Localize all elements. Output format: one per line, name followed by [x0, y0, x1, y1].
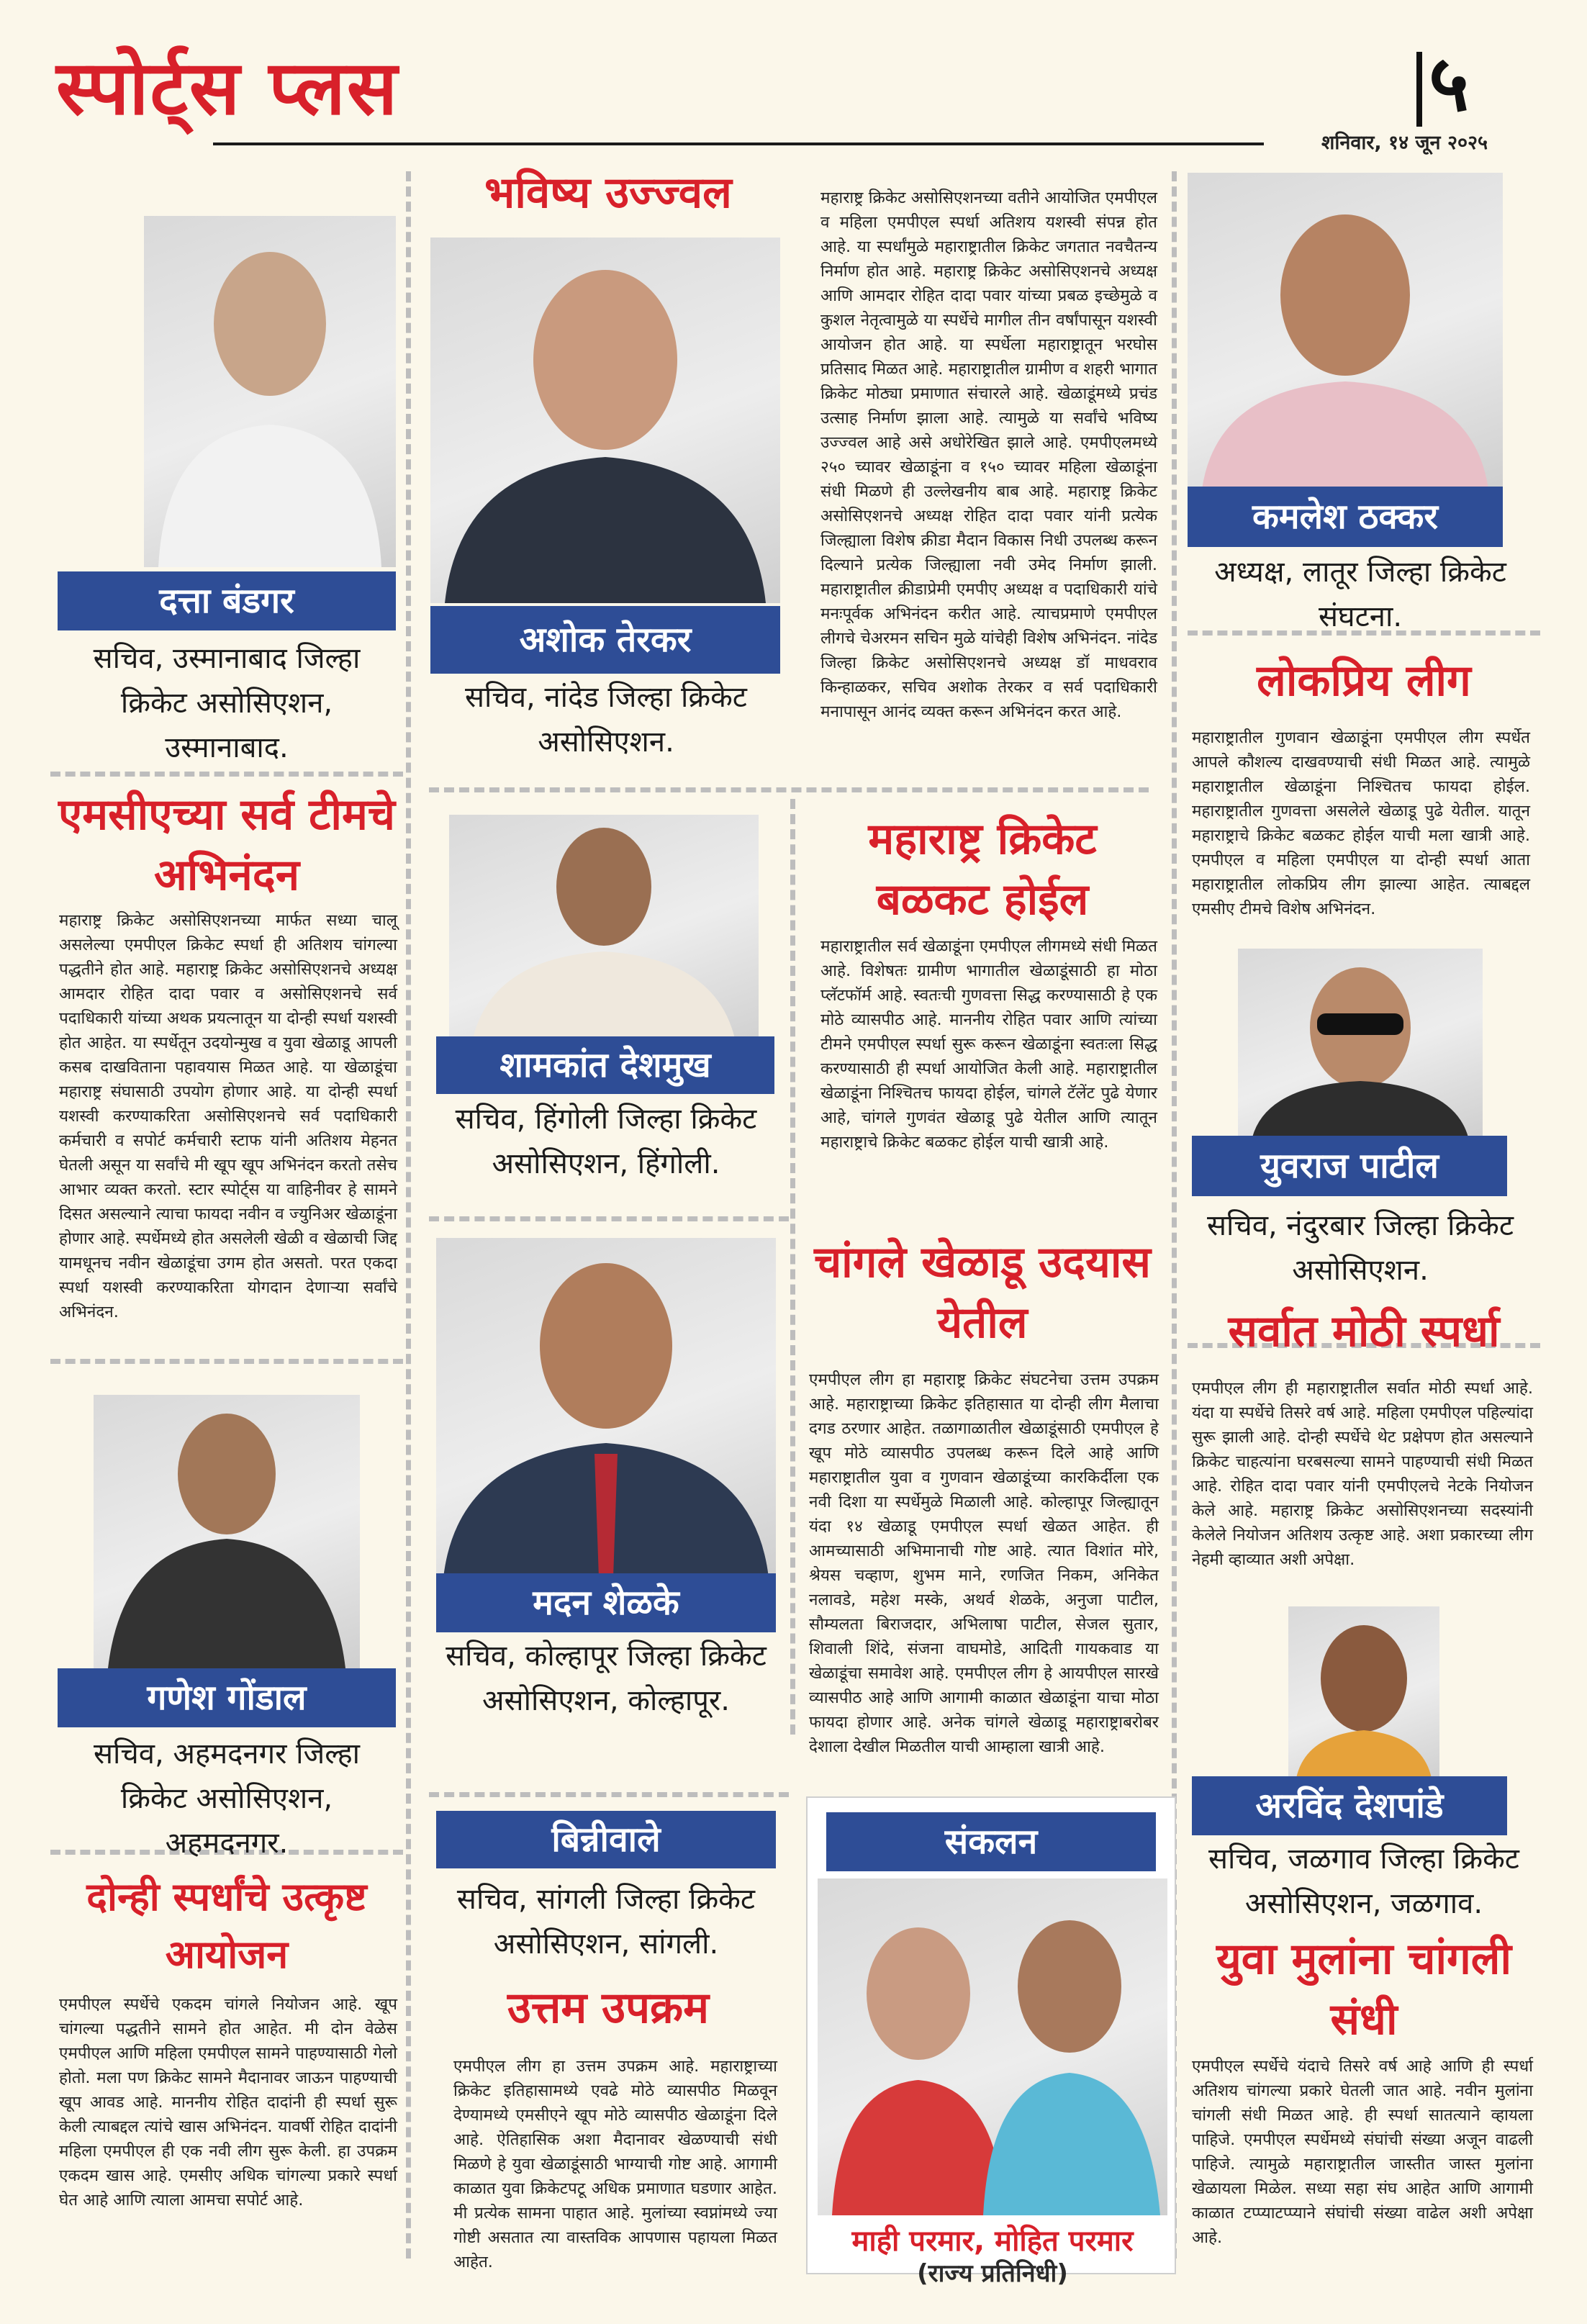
- two-persons-icon: [818, 1878, 1167, 2215]
- role-ganesh: सचिव, अहमदनगर जिल्हा क्रिकेट असोसिएशन, अहमदनगर.: [93, 1737, 361, 1860]
- name-plate-arvind: अरविंद देशपांडे: [1192, 1776, 1507, 1835]
- person-silhouette-icon: [144, 216, 396, 567]
- masthead-rule: [213, 143, 1264, 145]
- heading-yuva: युवा मुलांना चांगली संधी: [1216, 1934, 1512, 2045]
- row-divider-left-2: [50, 1359, 403, 1364]
- name-plate-binniwale: बिन्नीवाले: [436, 1811, 776, 1868]
- name-plate-ashok: अशोक तेरकर: [430, 606, 780, 674]
- portrait-madan-shelke: [436, 1238, 776, 1578]
- portrait-yuvraj-patil: [1238, 949, 1483, 1137]
- heading-mca: एमसीएच्या सर्व टीमचे अभिनंदन: [58, 790, 395, 900]
- portrait-kamlesh-thakkar: [1188, 173, 1503, 489]
- article-bhavishya: महाराष्ट्र क्रिकेट असोसिएशनच्या वतीने आयोजित एमपीएल व महिला एमपीएल स्पर्धा अतिशय यशस्वी संपन्न होत आहे. या स्पर्धांमुळे महाराष्ट्रातील क्रिकेट जगतात नवचैतन्य निर्माण होत आहे. महाराष्ट्र क्रिकेट असोसिएशनचे अध्यक्ष आणि आमदार रोहित दादा पवार यांच्या प्रबळ इच्छेमुळे व कुशल नेतृत्वामुळे या स्पर्धेचे मागील तीन वर्षांपासून यशस्वी आयोजन होत आहे. या स्पर्धेला महाराष्ट्रातून भरघोस प्रतिसाद मिळत आहे. महाराष्ट्रातील ग्रामीण व शहरी भागात क्रिकेट मोठ्या प्रमाणात संचारले आहे. खेळाडूंमध्ये प्रचंड उत्साह निर्माण झाला आहे. त्यामुळे या सर्वांचे भविष्य उज्ज्वल आहे असे अधोरेखित झाले आहे. एमपीएलमध्ये २५० च्यावर खेळाडूंना व १५० च्यावर महिला खेळाडूंना संधी मिळणे ही उल्लेखनीय बाब आहे. महाराष्ट्र क्रिकेट असोसिएशनचे अध्यक्ष रोहित दादा पवार यांनी प्रत्येक जिल्ह्याला विशेष क्रीडा मैदान विकास निधी उपलब्ध करून दिल्याने प्रत्येक जिल्ह्याला नवी उमेद निर्माण झाली. महाराष्ट्रातील क्रीडाप्रेमी एमपीए अध्यक्ष व पदाधिकारी यांचे मनःपूर्वक अभिनंदन करीत आहे. त्याचप्रमाणे एमपीएल लीगचे चेअरमन सचिन मुळे यांचेही विशेष अभिनंदन. नांदेड जिल्हा क्रिकेट असोसिएशनचे अध्यक्ष डॉ माधवराव किन्हाळकर, सचिव अशोक तेरकर व सर्व पदाधिकारी मनापासून आनंद व्यक्त करून अभिनंदन करत आहे.: [820, 189, 1157, 721]
- portrait-arvind-deshpande: [1288, 1606, 1439, 1782]
- row-divider-mid-1: [429, 787, 1149, 792]
- person-silhouette-icon: [1188, 173, 1503, 489]
- name-plate-yuvraj: युवराज पाटील: [1192, 1136, 1507, 1196]
- column-divider-1: [406, 171, 411, 2259]
- person-silhouette-icon: [1288, 1606, 1439, 1782]
- portrait-datta-bandgar: [144, 216, 396, 567]
- masthead-title: स्पोर्ट्स प्लस: [56, 44, 399, 132]
- issue-date: शनिवार, १४ जून २०२५: [1321, 132, 1488, 154]
- name-plate-madan: मदन शेळके: [436, 1573, 776, 1632]
- role-binniwale: सचिव, सांगली जिल्हा क्रिकेट असोसिएशन, सांगली.: [456, 1883, 756, 1961]
- heading-donhi: दोन्ही स्पर्धांचे उत्कृष्ट आयोजन: [86, 1874, 367, 1977]
- portrait-ashok-terkar: [430, 238, 780, 603]
- heading-uttam: उत्तम उपक्रम: [507, 1983, 710, 2033]
- sankalan-names: माही परमार, मोहित परमार: [851, 2225, 1134, 2258]
- article-lokpriya: महाराष्ट्रातील गुणवान खेळाडूंना एमपीएल लीग स्पर्धेत आपले कौशल्य दाखवण्याची संधी मिळत आहे. त्यामुळे महाराष्ट्रातील खेळाडूंना निश्चितच फायदा होईल. महाराष्ट्रातील गुणवत्ता असलेले खेळाडू पुढे येतील. यातून महाराष्ट्राचे क्रिकेट बळकट होईल याची मला खात्री आहे. एमपीएल व महिला एमपीएल या दोन्ही स्पर्धा आता महाराष्ट्रातील लोकप्रिय लीग झाल्या आहेत. त्याबद्दल एमसीए टीमचे विशेष अभिनंदन.: [1192, 728, 1530, 918]
- heading-changle: चांगले खेळाडू उदयास येतील: [814, 1237, 1151, 1348]
- name-plate-ganesh: गणेश गोंडाल: [58, 1668, 396, 1727]
- role-datta: सचिव, उस्मानाबाद जिल्हा क्रिकेट असोसिएशन, उस्मानाबाद.: [93, 642, 361, 764]
- article-balkat: महाराष्ट्रातील सर्व खेळाडूंना एमपीएल लीगमध्ये संधी मिळत आहे. विशेषतः ग्रामीण भागातील खेळाडूंसाठी हा मोठा प्लॅटफॉर्म आहे. स्वतःची गुणवत्ता सिद्ध करण्यासाठी हे एक मोठे व्यासपीठ आहे. माननीय रोहित पवार आणि त्यांच्या टीमने एमपीएल स्पर्धा सुरू करून खेळाडूंना स्वतःला सिद्ध करण्यासाठी ही स्पर्धा आयोजित केली आहे. महाराष्ट्रातील खेळाडूंना निश्चितच फायदा होईल, चांगले टॅलेंट पुढे येणार आहे, चांगले गुणवंत खेळाडू पुढे येतील आणि त्यातून महाराष्ट्राचे क्रिकेट बळकट होईल याची खात्री आहे.: [820, 937, 1157, 1152]
- role-yuvraj: सचिव, नंदुरबार जिल्हा क्रिकेट असोसिएशन.: [1206, 1209, 1514, 1287]
- portrait-sankalan: [818, 1878, 1167, 2215]
- person-silhouette-icon: [1238, 949, 1483, 1137]
- person-silhouette-icon: [94, 1395, 360, 1668]
- row-divider-mid-2: [429, 1216, 789, 1221]
- role-shamkant: सचिव, हिंगोली जिल्हा क्रिकेट असोसिएशन, हिंगोली.: [455, 1103, 757, 1180]
- portrait-ganesh-gondal: [94, 1395, 360, 1668]
- heading-sarvat: सर्वात मोठी स्पर्धा: [1228, 1306, 1500, 1357]
- portrait-shamkant-deshmukh: [449, 815, 759, 1049]
- role-madan: सचिव, कोल्हापूर जिल्हा क्रिकेट असोसिएशन, कोल्हापूर.: [446, 1640, 767, 1717]
- page-number-bar: [1416, 52, 1422, 127]
- name-plate-kamlesh: कमलेश ठक्कर: [1188, 487, 1503, 547]
- name-plate-shamkant: शामकांत देशमुख: [436, 1036, 774, 1094]
- sankalan-box: [806, 1796, 1176, 2288]
- page-number: ५: [1429, 38, 1470, 129]
- person-silhouette-icon: [436, 1238, 776, 1578]
- role-kamlesh: अध्यक्ष, लातूर जिल्हा क्रिकेट संघटना.: [1214, 556, 1506, 633]
- person-silhouette-icon: [449, 815, 759, 1049]
- sankalan-subtitle: (राज्य प्रतिनिधी): [917, 2259, 1068, 2288]
- row-divider-mid-3: [429, 1792, 789, 1797]
- person-silhouette-icon: [430, 238, 780, 603]
- heading-lokpriya: लोकप्रिय लीग: [1257, 656, 1471, 706]
- role-arvind: सचिव, जळगाव जिल्हा क्रिकेट असोसिएशन, जळगाव.: [1208, 1843, 1519, 1920]
- name-plate-datta: दत्ता बंडगर: [58, 571, 396, 630]
- article-changle: एमपीएल लीग हा महाराष्ट्र क्रिकेट संघटनेचा उत्तम उपक्रम आहे. महाराष्ट्राच्या क्रिकेट इतिहासात या दोन्ही लीग मैलाचा दगड ठरणार आहेत. तळागाळातील खेळाडूंसाठी एमपीएल हे खूप मोठे व्यासपीठ उपलब्ध करून दिले आहे आणि महाराष्ट्रातील युवा व गुणवान खेळाडूंच्या कारकिर्दीला एक नवी दिशा या स्पर्धेमुळे मिळाली आहे. कोल्हापूर जिल्ह्यातून यंदा १४ खेळाडू एमपीएल स्पर्धा खेळत आहेत. ही आमच्यासाठी अभिमानाची गोष्ट आहे. त्यात विशांत मोरे, श्रेयस चव्हाण, शुभम माने, रणजित निकम, अनिकेत नलावडे, महेश मस्के, अथर्व शेळके, अनुजा पाटील, सौम्यलता बिराजदार, अभिलाषा पाटील, सेजल सुतार, शिवाली शिंदे, संजना वाघमोडे, आदिती गायकवाड या खेळाडूंचा समावेश आहे. एमपीएल लीग हे आयपीएल सारखे व्यासपीठ आहे आणि आगामी काळात खेळाडूंना याचा मोठा फायदा होणार आहे. अनेक चांगले खेळाडू महाराष्ट्राबरोबर देशाला देखील मिळतील याची आम्हाला खात्री आहे.: [809, 1370, 1159, 1756]
- role-ashok: सचिव, नांदेड जिल्हा क्रिकेट असोसिएशन.: [465, 681, 747, 759]
- article-uttam: एमपीएल लीग हा उत्तम उपक्रम आहे. महाराष्ट्राच्या क्रिकेट इतिहासामध्ये एवढे मोठे व्यासपीठ मिळवून देण्यामध्ये एमसीएने खूप मोठे व्यासपीठ खेळाडूंना दिले आहे. ऐतिहासिक अशा मैदानावर खेळण्याची संधी मिळणे हे युवा खेळाडूंसाठी भाग्याची गोष्ट आहे. आगामी काळात युवा क्रिकेटपटू अधिक प्रमाणात घडणार आहेत. मी प्रत्येक सामना पाहात आहे. मुलांच्या स्वप्नांमध्ये ज्या गोष्टी असतात त्या वास्तविक आपणास पहायला मिळत आहेत.: [453, 2057, 777, 2271]
- row-divider-left-1: [50, 772, 403, 777]
- article-yuva: एमपीएल स्पर्धेचे यंदाचे तिसरे वर्ष आहे आणि ही स्पर्धा अतिशय चांगल्या प्रकारे घेतली जात आहे. नवीन मुलांना चांगली संधी मिळत आहे. ही स्पर्धा सातत्याने व्हायला पाहिजे. एमपीएल स्पर्धेमध्ये संघांची संख्या अजून वाढली पाहिजे. त्यामुळे महाराष्ट्रातील जास्तीत जास्त मुलांना खेळायला मिळेल. सध्या सहा संघ आहेत आणि आगामी काळात टप्प्याटप्प्याने संघांची संख्या वाढेल अशी अपेक्षा आहे.: [1192, 2057, 1533, 2247]
- heading-bhavishya: भविष्य उज्ज्वल: [484, 168, 732, 218]
- article-sarvat: एमपीएल लीग ही महाराष्ट्रातील सर्वात मोठी स्पर्धा आहे. यंदा या स्पर्धेचे तिसरे वर्ष आहे. महिला एमपीएल पहिल्यांदा सुरू झाली आहे. दोन्ही स्पर्धेचे थेट प्रक्षेपण होत असल्याने क्रिकेट चाहत्यांना घरबसल्या सामने पाहण्याची संधी मिळत आहे. रोहित दादा पवार यांनी एमपीएलचे नेटके नियोजन केले आहे. महाराष्ट्र क्रिकेट असोसिएशनच्या सदस्यांनी केलेले नियोजन अतिशय उत्कृष्ट आहे. अशा प्रकारच्या लीग नेहमी व्हाव्यात अशी अपेक्षा.: [1192, 1379, 1533, 1569]
- sankalan-heading: संकलन: [826, 1812, 1156, 1871]
- article-mca: महाराष्ट्र क्रिकेट असोसिएशनच्या मार्फत सध्या चालू असलेल्या एमपीएल क्रिकेट स्पर्धा ही अतिशय चांगल्या पद्धतीने होत आहे. महाराष्ट्र क्रिकेट असोसिएशनचे अध्यक्ष आमदार रोहित दादा पवार व असोसिएशनचे सर्व पदाधिकारी यांच्या अथक प्रयत्नातून या दोन्ही स्पर्धा यशस्वी होत आहेत. या स्पर्धेतून उदयोन्मुख व युवा खेळाडू आपली कसब दाखविताना पहावयास मिळत आहे. या खेळाडूंचा महाराष्ट्र संघासाठी उपयोग होणार आहे. या दोन्ही स्पर्धा यशस्वी करण्याकरिता असोसिएशनचे सर्व पदाधिकारी कर्मचारी व सपोर्ट कर्मचारी स्टाफ यांनी अतिशय मेहनत घेतली असून या सर्वांचे मी खूप खूप अभिनंदन करतो तसेच आभार व्यक्त करतो. स्टार स्पोर्ट्स या वाहिनीवर हे सामने दिसत असल्याने त्याचा फायदा नवीन व ज्युनिअर खेळाडूंना होणार आहे. स्पर्धेमध्ये होत असलेली खेळी व खेळाची जिद्द यामधूनच नवीन खेळाडूंचा उगम होत असतो. परत एकदा स्पर्धा यशस्वी करण्याकरिता योगदान देणाऱ्या सर्वांचे अभिनंदन.: [59, 911, 397, 1321]
- article-donhi: एमपीएल स्पर्धेचे एकदम चांगले नियोजन आहे. खूप चांगल्या पद्धतीने सामने होत आहेत. मी दोन वेळेस एमपीएल आणि महिला एमपीएल सामने पाहण्यासाठी गेलो होतो. मला पण क्रिकेट सामने मैदानावर जाऊन पाहण्याची खूप आवड आहे. माननीय रोहित दादांनी ही स्पर्धा सुरू केली त्याबद्दल त्यांचे खास अभिनंदन. यावर्षी रोहित दादांनी महिला एमपीएल ही एक नवी लीग सुरू केली. हा उपक्रम एकदम खास आहे. एमसीए अधिक चांगल्या प्रकारे स्पर्धा घेत आहे आणि त्याला आमचा सपोर्ट आहे.: [59, 1995, 397, 2210]
- column-divider-2: [790, 799, 795, 1735]
- heading-balkat: महाराष्ट्र क्रिकेट बळकट होईल: [868, 814, 1097, 925]
